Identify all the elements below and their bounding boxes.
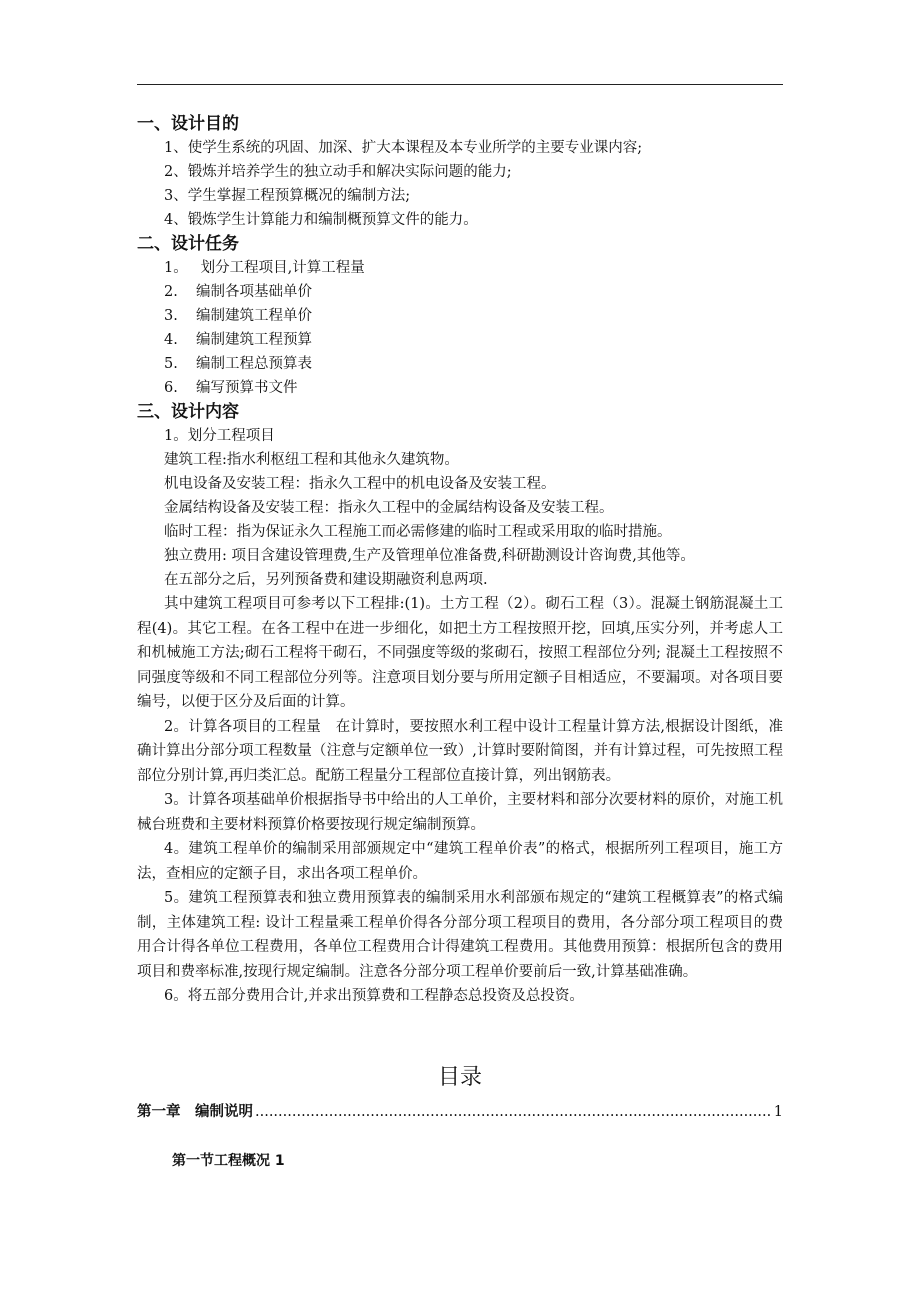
- content-line: 临时工程：指为保证永久工程施工而必需修建的临时工程或采用取的临时措施。: [164, 524, 672, 540]
- toc-chapter-label: 第一章 编制说明: [137, 1104, 253, 1120]
- section-heading-purpose: 一、设计目的: [137, 114, 239, 134]
- toc-page-number: 1: [773, 1104, 783, 1120]
- section-heading-content: 三、设计内容: [137, 402, 239, 422]
- task-text: 编制建筑工程预算: [196, 332, 312, 348]
- document-body: [137, 112, 783, 1009]
- task-number: 1。: [164, 260, 188, 276]
- task-item: [137, 304, 783, 328]
- section-heading-tasks: 二、设计任务: [137, 234, 239, 254]
- task-text: 划分工程项目,计算工程量: [196, 260, 365, 276]
- purpose-item: 4、锻炼学生计算能力和编制概预算文件的能力。: [164, 212, 478, 228]
- content-paragraph: 2。计算各项目的工程量 在计算时，要按照水利工程中设计工程量计算方法,根据设计图纸，准确计算出分部分项工程数量（注意与定额单位一致）,计算时要附简图，并有计算过程，可先按照工程部位分别计算,再归类汇总。配筋工程量分工程部位直接计算，列出钢筋表。: [137, 718, 783, 784]
- content-line: 1。划分工程项目: [164, 428, 275, 444]
- task-item: [137, 328, 783, 352]
- task-number: 5.: [164, 356, 178, 372]
- task-number: 4.: [164, 332, 178, 348]
- task-text: 编制各项基础单价: [196, 284, 312, 300]
- content-paragraph: 6。将五部分费用合计,并求出预算费和工程静态总投资及总投资。: [164, 988, 584, 1004]
- content-line: 机电设备及安装工程：指永久工程中的机电设备及安装工程。: [164, 476, 556, 492]
- content-line: 建筑工程:指水利枢纽工程和其他永久建筑物。: [164, 452, 459, 468]
- content-paragraph: 4。建筑工程单价的编制采用部颁规定中“建筑工程单价表”的格式，根据所列工程项目，施工方法，查相应的定额子目，求出各项工程单价。: [137, 841, 783, 882]
- purpose-item: 3、学生掌握工程预算概况的编制方法;: [164, 188, 411, 204]
- purpose-item: 1、使学生系统的巩固、加深、扩大本课程及本专业所学的主要专业课内容;: [164, 140, 643, 156]
- header-rule: [137, 84, 783, 85]
- content-line: 在五部分之后，另列预备费和建设期融资利息两项.: [164, 572, 488, 588]
- task-item: [137, 352, 783, 376]
- task-number: 2.: [164, 284, 178, 300]
- task-number: 6.: [164, 380, 178, 396]
- task-item: [137, 256, 783, 280]
- toc-leader-dots: [255, 1101, 772, 1123]
- task-number: 3.: [164, 308, 178, 324]
- task-text: 编制建筑工程单价: [196, 308, 312, 324]
- task-text: 编制工程总预算表: [196, 356, 312, 372]
- task-text: 编写预算书文件: [196, 380, 298, 396]
- task-item: [137, 280, 783, 304]
- content-line: 独立费用: 项目含建设管理费,生产及管理单位准备费,科研勘测设计咨询费,其他等。: [164, 548, 695, 564]
- toc-entry-section-1[interactable]: 第一节工程概况 1: [172, 1153, 285, 1169]
- content-paragraph: 其中建筑工程项目可参考以下工程排:(1)。土方工程（2）。砌石工程（3）。混凝土钢筋混凝土工程(4)。其它工程。在各工程中在进一步细化，如把土方工程按照开挖，回填,压实分列，并考虑人工和机械施工方法;砌石工程将干砌石，不同强度等级的浆砌石，按照工程部位分列; 混凝土工程按照不同强度等级和不同工程部位分列等。注意项目划分要与所用定额子目相适应，不要漏项。对各项目要编号，以便于区分及后面的计算。: [137, 596, 783, 710]
- content-paragraph: 5。建筑工程预算表和独立费用预算表的编制采用水利部颁布规定的“建筑工程概算表”的格式编制，主体建筑工程: 设计工程量乘工程单价得各分部分项工程项目的费用，各分部分项工程项目的费用合计得各单位工程费用，各单位工程费用合计得建筑工程费用。其他费用预算：根据所包含的费用项目和费率标准,按现行规定编制。注意各分部分项工程单价要前后一致,计算基础准确。: [137, 890, 783, 980]
- content-paragraph: 3。计算各项基础单价根据指导书中给出的人工单价，主要材料和部分次要材料的原价，对施工机械台班费和主要材料预算价格要按现行规定编制预算。: [137, 792, 783, 833]
- task-item: [137, 376, 783, 400]
- toc-title: 目录: [437, 1065, 482, 1090]
- purpose-item: 2、锻炼并培养学生的独立动手和解决实际问题的能力;: [164, 164, 512, 180]
- toc-entry-chapter-1[interactable]: [137, 1101, 783, 1123]
- content-line: 金属结构设备及安装工程：指永久工程中的金属结构设备及安装工程。: [164, 500, 614, 516]
